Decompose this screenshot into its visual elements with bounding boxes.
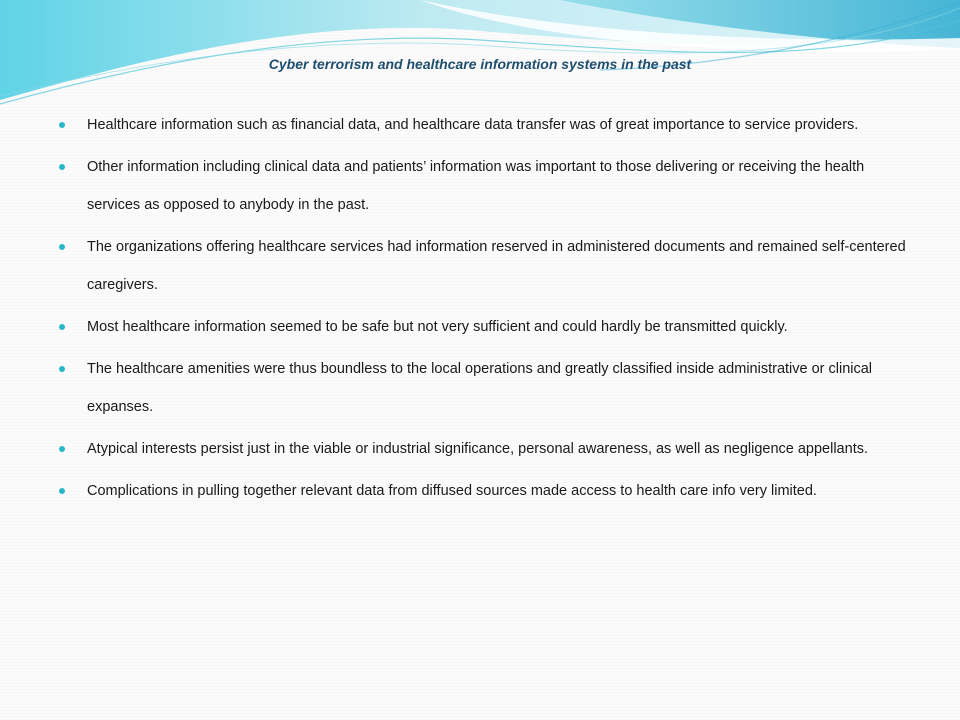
bullet-text: The organizations offering healthcare services had information reserved in administered documents and remained self-centered caregivers.: [87, 239, 906, 293]
bullet-dot-icon: [59, 324, 65, 330]
bullet-list: [56, 106, 916, 514]
bullet-item: [56, 228, 916, 304]
bullet-item: [56, 430, 916, 468]
bullet-text: Most healthcare information seemed to be safe but not very sufficient and could hardly be transmitted quickly.: [87, 319, 788, 335]
bullet-dot-icon: [59, 366, 65, 372]
bullet-dot-icon: [59, 164, 65, 170]
bullet-text: Complications in pulling together relevant data from diffused sources made access to health care info very limited.: [87, 483, 817, 499]
bullet-text: Atypical interests persist just in the viable or industrial significance, personal awareness, as well as negligence appellants.: [87, 441, 868, 457]
bullet-text: Healthcare information such as financial data, and healthcare data transfer was of great importance to service providers.: [87, 117, 859, 133]
bullet-item: [56, 350, 916, 426]
bullet-dot-icon: [59, 446, 65, 452]
bullet-dot-icon: [59, 244, 65, 250]
bullet-text: The healthcare amenities were thus boundless to the local operations and greatly classified inside administrative or clinical expanses.: [87, 361, 873, 415]
bullet-item: [56, 308, 916, 346]
bullet-dot-icon: [59, 488, 65, 494]
bullet-item: [56, 106, 916, 144]
bullet-text: Other information including clinical data and patients’ information was important to those delivering or receiving the health services as opposed to anybody in the past.: [87, 159, 865, 213]
slide-title: Cyber terrorism and healthcare information systems in the past: [268, 56, 692, 72]
bullet-item: [56, 472, 916, 510]
bullet-dot-icon: [59, 122, 65, 128]
bullet-item: [56, 148, 916, 224]
